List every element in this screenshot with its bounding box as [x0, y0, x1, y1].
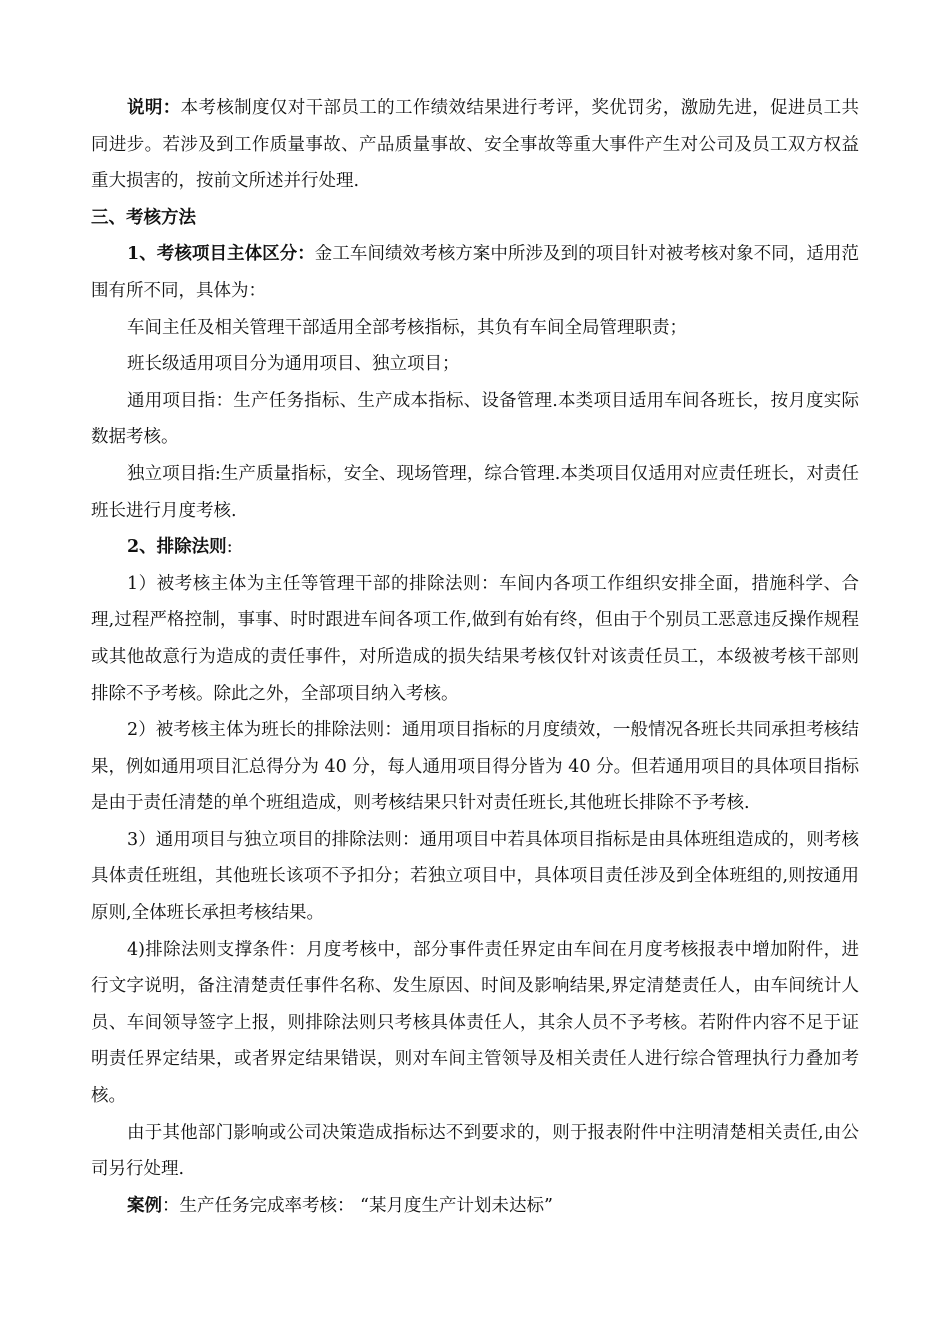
section-heading: [91, 200, 859, 237]
paragraph-text: 通用项目指：生产任务指标、生产成本指标、设备管理.本类项目适用车间各班长，按月度实际数据考核。: [91, 390, 859, 448]
paragraph-text: 1）被考核主体为主任等管理干部的排除法则：车间内各项工作组织安排全面，措施科学、合理,过程严格控制，事事、时时跟进车间各项工作,做到有始有终，但由于个别员工恶意违反操作规程或其他故意行为造成的责任事件，对所造成的损失结果考核仅针对该责任员工，本级被考核干部则排除不予考核。除此之外，全部项目纳入考核。: [91, 573, 859, 704]
paragraph-director-scope: [91, 310, 859, 347]
paragraph-lead: 案例: [127, 1195, 162, 1216]
paragraph-text: 班长级适用项目分为通用项目、独立项目；: [127, 354, 460, 375]
paragraph-general-items: [91, 383, 859, 456]
paragraph-rule-4: [91, 932, 859, 1115]
paragraph-lead: 说明：: [127, 98, 181, 118]
paragraph-text: 车间主任及相关管理干部适用全部考核指标，其负有车间全局管理职责；: [127, 317, 687, 338]
paragraph-leader-scope: [91, 346, 859, 383]
paragraph-external-factors: [91, 1115, 859, 1188]
paragraph-text: 4)排除法则支撑条件：月度考核中，部分事件责任界定由车间在月度考核报表中增加附件，进行文字说明，备注清楚责任事件名称、发生原因、时间及影响结果,界定清楚责任人，由车间统计人员、车间领导签字上报，则排除法则只考核具体责任人，其余人员不予考核。若附件内容不足于证明责任界定结果，或者界定结果错误，则对车间主管领导及相关责任人进行综合管理执行力叠加考核。: [91, 939, 859, 1107]
paragraph-lead: 1、考核项目主体区分：: [127, 244, 315, 265]
paragraph-text: 金工车间绩效考核方案中所涉及到的项目针对被考核对象不同，适用范围有所不同，具体为：: [91, 244, 859, 301]
section-title: 三、考核方法: [91, 207, 196, 228]
paragraph-text: 2）被考核主体为班长的排除法则：通用项目指标的月度绩效，一般情况各班长共同承担考核结果，例如通用项目汇总得分为 40 分，每人通用项目得分皆为 40 分。但若通用项目的具体项目指标是由于责任清楚的单个班组造成，则考核结果只针对责任班长,其他班长排除不予考核.: [91, 720, 859, 814]
paragraph-text: 独立项目指:生产质量指标，安全、现场管理，综合管理.本类项目仅适用对应责任班长，对责任班长进行月度考核.: [91, 463, 859, 521]
paragraph-text: 本考核制度仅对干部员工的工作绩效结果进行考评，奖优罚劣，激励先进，促进员工共同进步。若涉及到工作质量事故、产品质量事故、安全事故等重大事件产生对公司及员工双方权益重大损害的，按前文所述并行处理.: [91, 98, 860, 192]
paragraph-rule-1: [91, 566, 859, 712]
paragraph-note: [91, 90, 859, 200]
paragraph-exclusion-rules: [91, 529, 859, 566]
paragraph-text: 由于其他部门影响或公司决策造成指标达不到要求的，则于报表附件中注明清楚相关责任,由公司另行处理.: [91, 1122, 859, 1180]
paragraph-case: [91, 1188, 859, 1225]
document-body: [91, 90, 859, 1224]
paragraph-rule-2: [91, 712, 859, 822]
paragraph-lead: 2、排除法则: [127, 537, 227, 558]
paragraph-rule-3: [91, 822, 859, 932]
paragraph-independent-items: [91, 456, 859, 529]
paragraph-text: ：生产任务完成率考核： “某月度生产计划未达标”: [162, 1195, 553, 1216]
paragraph-subject-division: [91, 236, 859, 309]
paragraph-text: :: [226, 537, 233, 558]
paragraph-text: 3）通用项目与独立项目的排除法则：通用项目中若具体项目指标是由具体班组造成的，则考核具体责任班组，其他班长该项不予扣分；若独立项目中，具体项目责任涉及到全体班组的,则按通用原则,全体班长承担考核结果。: [91, 829, 859, 924]
